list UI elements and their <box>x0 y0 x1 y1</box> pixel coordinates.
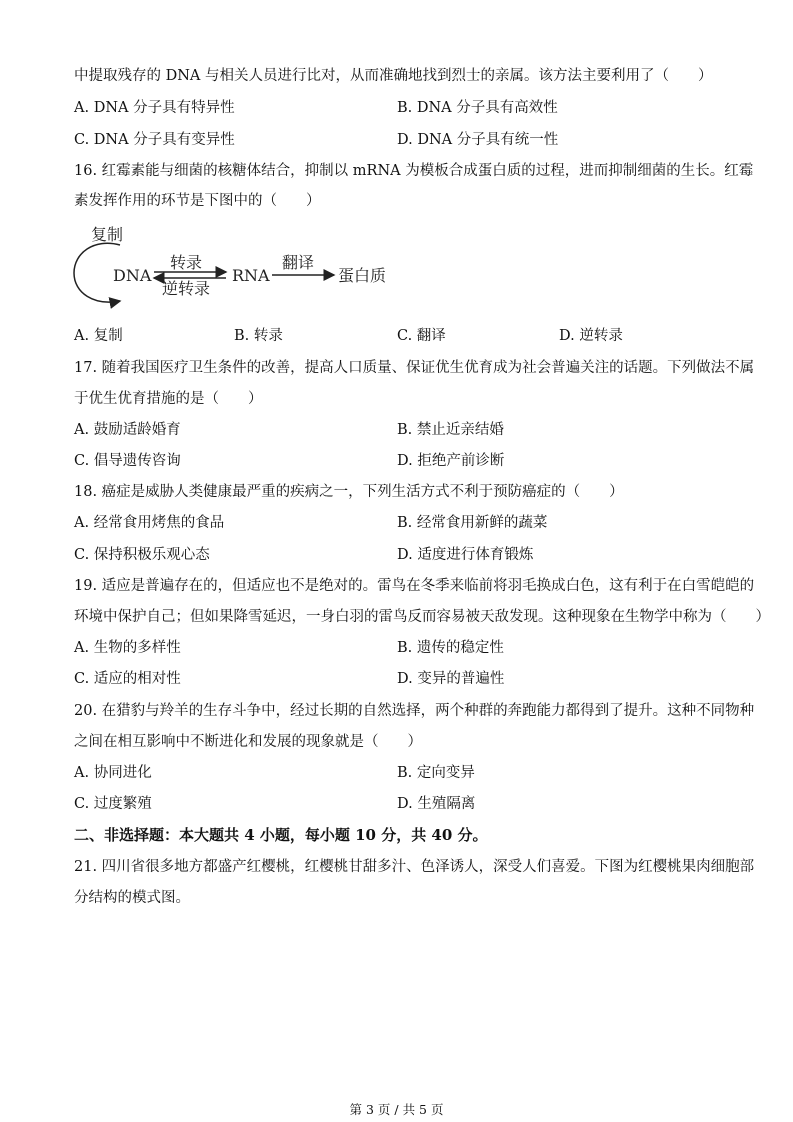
q16-stem-line1: 16. 红霉素能与细菌的核糖体结合，抑制以 mRNA 为模板合成蛋白质的过程，进而抑制细菌的生长。红霉 <box>74 163 754 179</box>
section-two-heading: 二、非选择题：本大题共 4 小题，每小题 10 分，共 40 分。 <box>74 826 488 844</box>
q17-stem-line2: 于优生优育措施的是（ ） <box>74 391 263 407</box>
q16-option-d: D. 逆转录 <box>559 328 623 344</box>
q15-option-a: A. DNA 分子具有特异性 <box>74 100 235 116</box>
q15-option-c: C. DNA 分子具有变异性 <box>74 132 235 148</box>
label-protein: 蛋白质 <box>338 266 387 285</box>
label-reverse-transcription: 逆转录 <box>162 279 211 298</box>
q15-option-d: D. DNA 分子具有统一性 <box>397 132 559 148</box>
q19-option-d: D. 变异的普遍性 <box>397 671 505 687</box>
q17-option-b: B. 禁止近亲结婚 <box>397 422 504 438</box>
label-rna: RNA <box>232 266 270 285</box>
q19-option-c: C. 适应的相对性 <box>74 671 181 687</box>
label-replication: 复制 <box>91 225 124 244</box>
q16-option-c: C. 翻译 <box>397 328 446 344</box>
label-dna: DNA <box>113 266 152 285</box>
q18-option-d: D. 适度进行体育锻炼 <box>397 547 534 563</box>
q19-stem-line1: 19. 适应是普遍存在的，但适应也不是绝对的。雷鸟在冬季来临前将羽毛换成白色，这有利于在白雪皑皑的 <box>74 578 755 594</box>
q18-option-c: C. 保持积极乐观心态 <box>74 547 210 563</box>
q19-option-b: B. 遗传的稳定性 <box>397 640 504 656</box>
q20-option-c: C. 过度繁殖 <box>74 796 152 812</box>
page-number-footer: 第 3 页 / 共 5 页 <box>349 1102 444 1117</box>
q15-option-b: B. DNA 分子具有高效性 <box>397 100 558 116</box>
q20-option-a: A. 协同进化 <box>74 765 152 781</box>
q21-stem-line1: 21. 四川省很多地方都盛产红樱桃，红樱桃甘甜多汁、色泽诱人，深受人们喜爱。下图为红樱桃果肉细胞部 <box>74 859 755 875</box>
q17-option-c: C. 倡导遗传咨询 <box>74 453 181 469</box>
q16-stem-line2: 素发挥作用的环节是下图中的（ ） <box>74 193 321 209</box>
q18-stem: 18. 癌症是威胁人类健康最严重的疾病之一，下列生活方式不利于预防癌症的（ ） <box>74 484 624 500</box>
q20-option-b: B. 定向变异 <box>397 765 475 781</box>
q19-stem-line2: 环境中保护自己；但如果降雪延迟，一身白羽的雷鸟反而容易被天敌发现。这种现象在生物学中称为（ ） <box>74 609 770 625</box>
q17-stem-line1: 17. 随着我国医疗卫生条件的改善，提高人口质量、保证优生优育成为社会普遍关注的话题。下列做法不属 <box>74 360 755 376</box>
q20-stem-line1: 20. 在猎豹与羚羊的生存斗争中，经过长期的自然选择，两个种群的奔跑能力都得到了提升。这种不同物种 <box>74 703 755 719</box>
q17-option-a: A. 鼓励适龄婚育 <box>74 422 181 438</box>
q20-option-d: D. 生殖隔离 <box>397 796 476 812</box>
q16-option-b: B. 转录 <box>234 328 283 344</box>
q15-stem: 中提取残存的 DNA 与相关人员进行比对，从而准确地找到烈士的亲属。该方法主要利用了（ ） <box>74 68 713 84</box>
q17-option-d: D. 拒绝产前诊断 <box>397 453 505 469</box>
label-transcription: 转录 <box>170 253 203 272</box>
q18-option-a: A. 经常食用烤焦的食品 <box>74 515 225 531</box>
q19-option-a: A. 生物的多样性 <box>74 640 181 656</box>
q16-option-a: A. 复制 <box>74 328 123 344</box>
central-dogma-diagram <box>66 218 406 318</box>
q21-stem-line2: 分结构的模式图。 <box>74 890 190 906</box>
q18-option-b: B. 经常食用新鲜的蔬菜 <box>397 515 548 531</box>
label-translation: 翻译 <box>282 253 315 272</box>
q20-stem-line2: 之间在相互影响中不断进化和发展的现象就是（ ） <box>74 734 422 750</box>
